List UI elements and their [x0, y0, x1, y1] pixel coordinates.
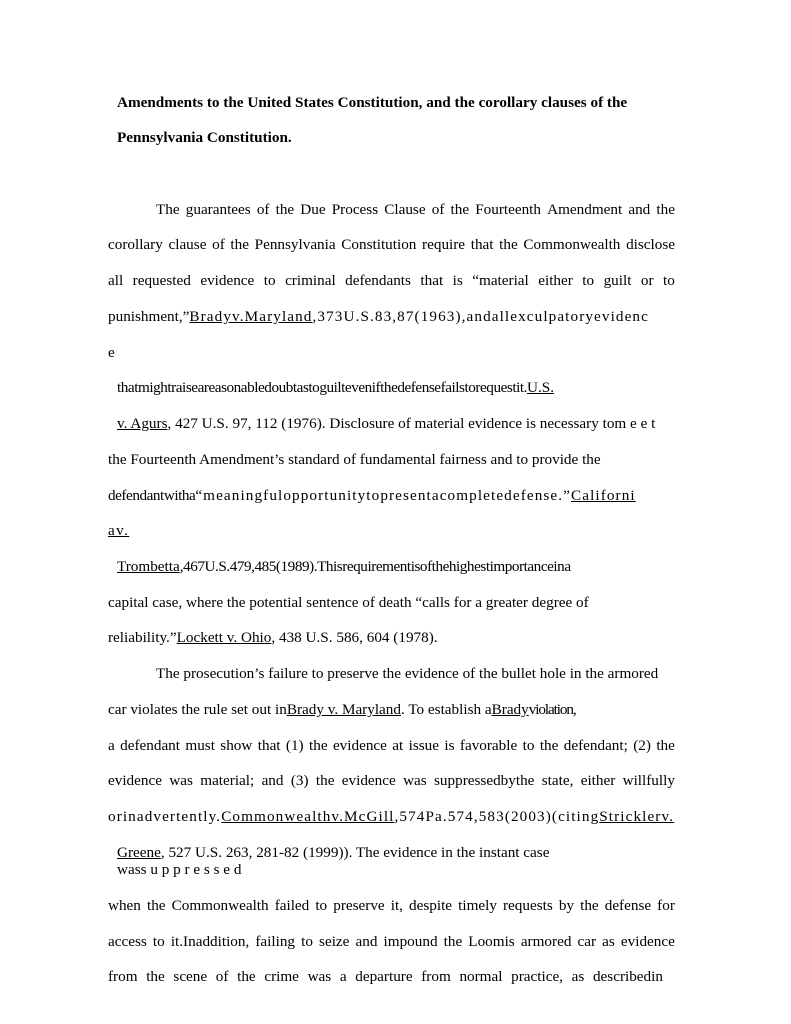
body-text: s u p p r e s s e d	[140, 861, 242, 878]
word: practice,	[511, 968, 563, 985]
word: “material	[472, 272, 529, 289]
word: Due	[300, 201, 326, 218]
case-citation: Stricklerv.	[599, 808, 675, 825]
word: the	[656, 737, 675, 754]
body-text: car violates the rule set out in	[108, 701, 287, 718]
para1-line-1	[156, 202, 675, 217]
word: to	[152, 933, 165, 950]
word: despite	[409, 897, 453, 914]
word: issue	[408, 737, 439, 754]
word: Amendment	[547, 201, 623, 218]
para1-line-6	[117, 380, 554, 395]
para1-line-3	[108, 273, 675, 288]
word: favorable	[459, 737, 518, 754]
body-text: violation,	[528, 701, 576, 718]
body-text: ,574Pa.574,583(2003)(citing	[394, 808, 600, 825]
word: access	[108, 933, 147, 950]
word: (3)	[290, 772, 309, 789]
body-text: defendantwitha	[108, 487, 196, 504]
body-text: “meaningfulopportunitytopresentacompletedefense.”	[195, 487, 571, 504]
body-text: reliability.”	[108, 629, 177, 646]
word: must	[185, 737, 215, 754]
word: the	[230, 236, 249, 253]
word: that	[470, 236, 494, 253]
para1-line-13	[108, 630, 438, 645]
word: was	[307, 968, 332, 985]
word: armored	[520, 933, 572, 950]
para2-line-6	[117, 845, 549, 860]
word: to	[315, 897, 328, 914]
word: is	[444, 737, 455, 754]
body-text: e	[108, 344, 115, 361]
heading-line-1	[117, 95, 627, 110]
case-citation: av.	[108, 522, 130, 539]
body-text: capital case, where the potential sentence of death “calls for a greater degree of	[108, 594, 589, 611]
word: the	[450, 201, 470, 218]
word: guarantees	[185, 201, 251, 218]
heading-text: Pennsylvania Constitution.	[117, 129, 292, 146]
case-citation: U.S.	[527, 379, 555, 396]
word: Loomis	[468, 933, 515, 950]
word: Fourteenth	[475, 201, 541, 218]
word: the	[580, 897, 599, 914]
body-text: ,467U.S.479,485(1989).Thisrequirementisofthehighestimportanceina	[179, 558, 571, 575]
word: was	[169, 772, 193, 789]
para2-line-9	[108, 934, 675, 949]
case-citation: Bradyv.Maryland	[189, 308, 313, 325]
word: the	[499, 236, 518, 253]
word: the	[539, 737, 559, 754]
para2-line-2	[108, 702, 576, 717]
word: state,	[541, 772, 574, 789]
word: crime	[264, 968, 299, 985]
word: Constitution	[341, 236, 417, 253]
para1-line-11	[117, 559, 571, 574]
word: to	[522, 737, 535, 754]
word: clause	[168, 236, 207, 253]
para1-line-12	[108, 595, 589, 610]
word: to	[663, 272, 675, 289]
word: show	[220, 737, 253, 754]
para1-line-7	[117, 416, 655, 431]
heading-line-2	[117, 130, 292, 145]
word: defendant	[120, 737, 180, 754]
word: to	[301, 933, 313, 950]
word: and	[261, 772, 284, 789]
para2-line-4	[108, 773, 675, 788]
word: as	[602, 933, 615, 950]
body-text: the Fourteenth Amendment’s standard of fundamental fairness and to provide the	[108, 451, 601, 468]
word: and	[355, 933, 378, 950]
body-text: , 438 U.S. 586, 604 (1978).	[271, 629, 438, 646]
word: scene	[173, 968, 208, 985]
word: the	[315, 772, 335, 789]
word: that	[420, 272, 444, 289]
word: Commonwealth	[523, 236, 621, 253]
word: guilt	[603, 272, 632, 289]
word: disclose	[626, 236, 675, 253]
word: impound	[383, 933, 438, 950]
para1-line-9	[108, 488, 636, 503]
word: normal	[459, 968, 503, 985]
word: of	[431, 201, 445, 218]
word: failed	[274, 897, 310, 914]
word: Commonwealth	[171, 897, 269, 914]
word: willfully	[622, 772, 675, 789]
para2-line-1	[156, 666, 658, 681]
word: either	[538, 272, 573, 289]
word: from	[108, 968, 138, 985]
para1-line-2	[108, 237, 675, 252]
case-citation: Lockett v. Ohio	[176, 629, 272, 646]
word: evidence	[620, 933, 675, 950]
word: for	[657, 897, 675, 914]
para2-line-10	[108, 969, 663, 984]
word: evidence	[332, 737, 387, 754]
word: to	[582, 272, 595, 289]
case-citation: Trombetta	[117, 558, 180, 575]
word: require	[422, 236, 466, 253]
word: it.Inaddition,	[170, 933, 250, 950]
case-citation: Brady v. Maryland	[286, 701, 401, 718]
word: departure	[355, 968, 413, 985]
word: The	[156, 201, 180, 218]
word: preserve	[333, 897, 385, 914]
word: seize	[319, 933, 350, 950]
body-text: , 527 U.S. 263, 281-82 (1999)). The evidence in the instant case	[160, 844, 550, 861]
body-text: The prosecution’s failure to preserve the evidence of the bullet hole in the armored	[156, 665, 659, 682]
para2-line-8	[108, 898, 675, 913]
para2-line-3	[108, 738, 675, 753]
para1-line-10	[108, 523, 129, 538]
word: when	[108, 897, 141, 914]
body-text: thatmightraiseareasonabledoubtastoguiltevenifthedefensefailstorequestit.	[117, 379, 527, 396]
word: timely	[458, 897, 497, 914]
heading-text: Amendments to the United States Constitution, and the corollary clauses of the	[117, 94, 628, 111]
word: requested	[132, 272, 191, 289]
word: of	[212, 236, 225, 253]
word: requests	[503, 897, 553, 914]
para1-line-4	[108, 309, 649, 324]
word: from	[421, 968, 451, 985]
word: corollary	[108, 236, 163, 253]
case-citation: Brady	[491, 701, 529, 718]
word: criminal	[285, 272, 336, 289]
word: was	[403, 772, 427, 789]
word: evidence	[108, 772, 162, 789]
body-text: punishment,”	[108, 308, 190, 325]
word: evidence	[200, 272, 255, 289]
word: that	[257, 737, 281, 754]
word: (2)	[633, 737, 651, 754]
word: Pennsylvania	[254, 236, 336, 253]
word: material;	[200, 772, 255, 789]
word: is	[452, 272, 463, 289]
word: (1)	[285, 737, 304, 754]
word: defendant;	[563, 737, 628, 754]
word: failing	[255, 933, 296, 950]
para1-line-5	[108, 345, 115, 360]
word: car	[577, 933, 597, 950]
body-text: , 427 U.S. 97, 112 (1976). Disclosure of material evidence is necessary tom e e t	[167, 415, 656, 432]
word: to	[263, 272, 276, 289]
word: by	[558, 897, 575, 914]
word: defendants	[345, 272, 411, 289]
word: the	[309, 737, 328, 754]
para2-line-5	[108, 809, 674, 824]
word: the	[656, 201, 675, 218]
word: at	[392, 737, 404, 754]
word: the	[146, 897, 166, 914]
word: it,	[390, 897, 403, 914]
body-text: orinadvertently.	[108, 808, 222, 825]
word: suppressedbythe	[434, 772, 535, 789]
word: Clause	[384, 201, 426, 218]
para1-line-8	[108, 452, 601, 467]
word: evidence	[341, 772, 396, 789]
case-citation: Californi	[571, 487, 636, 504]
word: the	[237, 968, 256, 985]
word: the	[146, 968, 165, 985]
word: a	[339, 968, 347, 985]
word: all	[108, 272, 124, 289]
body-text: . To establish a	[401, 701, 492, 718]
word: of	[215, 968, 229, 985]
case-citation: v. Agurs	[117, 415, 168, 432]
word: defense	[604, 897, 652, 914]
word: of	[256, 201, 270, 218]
word: as	[571, 968, 585, 985]
case-citation: Greene	[117, 844, 161, 861]
word: the	[443, 933, 463, 950]
body-text: ,373U.S.83,87(1963),andallexculpatoryevidenc	[312, 308, 649, 325]
word: and	[628, 201, 651, 218]
word: Process	[331, 201, 379, 218]
word: either	[580, 772, 616, 789]
para2-line-7	[117, 862, 241, 877]
word: or	[640, 272, 654, 289]
word: the	[275, 201, 295, 218]
case-citation: Commonwealthv.McGill	[221, 808, 395, 825]
body-text: was	[117, 861, 141, 878]
word: describedin	[592, 968, 663, 985]
word: a	[108, 737, 115, 754]
